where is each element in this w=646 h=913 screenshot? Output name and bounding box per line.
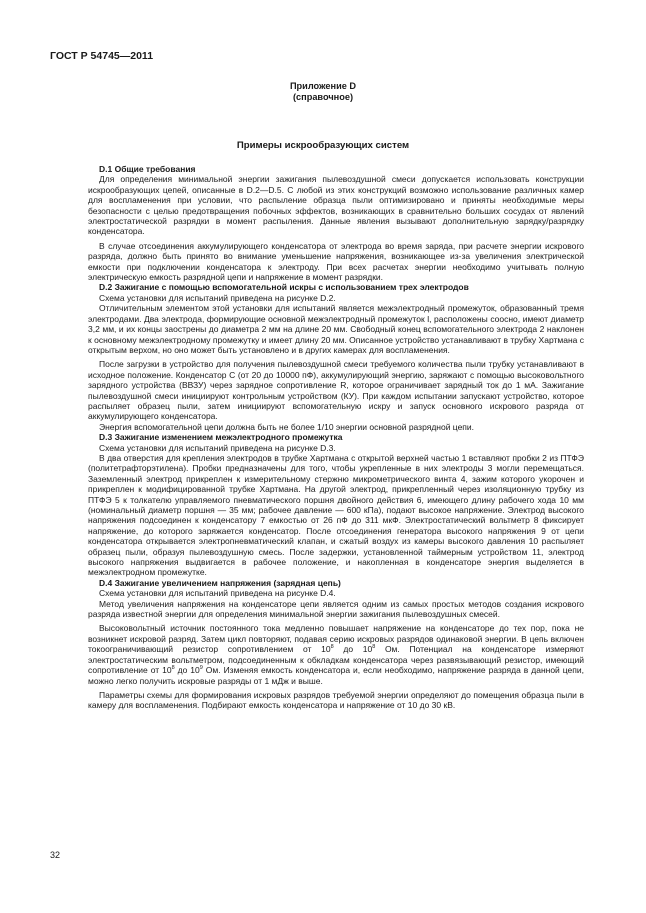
section-heading-d3: D.3 Зажигание изменением межэлектродного промежутка <box>99 432 343 443</box>
annex-label-block <box>0 81 646 103</box>
paragraph: Схема установки для испытаний приведена на рисунке D.2. <box>99 292 336 303</box>
paragraph: Схема установки для испытаний приведена на рисунке D.3. <box>99 442 336 453</box>
text-run: до 10 <box>333 644 373 655</box>
exponent: 8 <box>330 644 334 651</box>
text-run: Ом. Потенциал на конденсаторе измеряют электростатическим вольтметром, подсоединенным к обкладкам конденсатора через развязывающий резистор, имеющий сопротивление от 10 <box>88 644 585 676</box>
paragraph: Параметры схемы для формирования искровых разрядов требуемой энергии определяют до помещения образца пыли в камеру для воспламенения. Подбирают емкость конденсатора и напряжение от 10 до 30 кВ. <box>88 689 584 711</box>
paragraph: В два отверстия для крепления электродов в трубке Хартмана с открытой верхней частью 1 вставляют пробки 2 из ПТФЭ (политетрафторэтилена). Пробки предназначены для того, чтобы укрепленные в них электроды 3 могли перемещаться. Заземленный электрод прикреплен к измерительному стержню микрометрического винта 4, зажим которого укорочен и прикреплен к модифицированной трубке Хартмана. На другой электрод, прикрепленный через изоляционную трубку из ПТФЭ 5 к толкателю управляемого пневматического поршня двойного действия 6, имеющего длину рабочего хода 10 мм (номинальный диаметр поршня — 35 мм; рабочее давление — 600 кПа), подают высокое напряжение. Электрод высокого напряжения подсоединен к конденсатору 7 емкостью от 26 пФ до 311 мкФ. Электростатический вольтметр 8 фиксирует напряжение, до которого заряжается конденсатор. После отсоединения генератора высокого напряжения 9 от цепи конденсатора открывается электропневматический клапан, и сжатый воздух из камеры высокого давления 10 распыляет образец пыли, образуя пылевоздушную смесь. После задержки, установленной таймерным устройством 11, электрод высокого напряжения выдвигается в рабочее положение, и накопленная в конденсаторе энергия выделяется в межэлектродном промежутке. <box>88 452 584 578</box>
annex-label: Приложение D <box>289 81 357 91</box>
document-body <box>88 164 584 711</box>
text-run: Высоковольтный источник постоянного тока медленно повышает напряжение на конденсаторе до тех пор, пока не возникнет искровой разряд. Затем цикл повторяют, подавая серию искровых разрядов одинаковой энергии. В цепь включен токоограничивающий резистор сопротивлением от 10 <box>88 623 584 655</box>
exponent: 8 <box>171 665 175 672</box>
paragraph <box>88 623 584 685</box>
document-code: ГОСТ Р 54745—2011 <box>50 50 154 62</box>
paragraph: Схема установки для испытаний приведена на рисунке D.4. <box>99 588 336 599</box>
annex-type: (справочное) <box>292 92 353 102</box>
paragraph: В случае отсоединения аккумулирующего конденсатора от электрода во время заряда, при расчете энергии искрового разряда, должно быть принято во внимание уменьшение напряжения, возникающее из-за увеличения электрической емкости при подключении конденсатора к электроду. При всех расчетах энергии необходимо учитывать полную электрическую емкость разрядной цепи и напряжение в момент разрядки. <box>88 240 584 283</box>
text-run: Ом. Изменяя емкость конденсатора и, если необходимо, напряжение разряда в данной цепи, можно легко получить искровые разряды от 1 мДж и выше. <box>88 665 584 686</box>
section-heading-d2: D.2 Зажигание с помощью вспомогательной искры с использованием трех электродов <box>99 282 469 293</box>
exponent: 8 <box>372 644 376 651</box>
text-run: до 10 <box>174 665 200 676</box>
paragraph: После загрузки в устройство для получения пылевоздушной смеси требуемого количества пыли трубку устанавливают в исходное положение. Конденсатор С (от 20 до 10000 пФ), аккумулирующий энергию, заряжают с помощью высоковольтного зарядного устройства (ВВЗУ) через зарядное сопротивление R, которое ограничивает зарядный ток до 1 мА. Зажигание пылевоздушной смеси инициируют контрольным устройством (КУ). При каждом испытании запускают устройство, которое распыляет образец пыли, затем инициируют вспомогательную искру и запуск основного искрового разряда от аккумулирующего конденсатора. <box>88 359 584 422</box>
paragraph: Метод увеличения напряжения на конденсаторе цепи является одним из самых простых методов создания искрового разряда известной энергии для определения минимальной энергии зажигания пылевоздушных смесей. <box>88 598 584 620</box>
paragraph: Энергия вспомогательной цепи должна быть не более 1/10 энергии основной разрядной цепи. <box>99 421 475 432</box>
section-heading-d4: D.4 Зажигание увеличением напряжения (зарядная цепь) <box>99 577 341 588</box>
annex-title: Примеры искрообразующих систем <box>236 140 410 151</box>
section-heading-d1: D.1 Общие требования <box>99 164 196 174</box>
page-number: 32 <box>50 850 61 860</box>
exponent: 9 <box>199 665 203 672</box>
paragraph: Для определения минимальной энергии зажигания пылевоздушной смеси допускается использовать конструкции искрообразующих цепей, описанные в D.2—D.5. С любой из этих конструкций возможно использование различных камер для воспламенения при условии, что распыление образца пыли оптимизировано и приняты необходимые меры безопасности с целью предотвращения побочных эффектов, возникающих в сравнительно больших сосудах от явлений электростатической разрядки в момент распыления. Данные явления вызывают дополнительную зарядку/разрядку конденсатора. <box>88 174 584 237</box>
paragraph: Отличительным элементом этой установки для испытаний является межэлектродный промежуток, образованный тремя электродами. Два электрода, формирующие основной межэлектродный промежуток l, расположены соосно, имеют диаметр 3,2 мм, и их концы заострены до диаметра 2 мм на длине 20 мм. Свободный конец вспомогательного электрода 2 наклонен к основному межэлектродному промежутку и имеет длину 20 мм. Описанное устройство устанавливают в трубку Хартмана с открытым верхом, но оно может быть установлено и в других камерах для воспламенения. <box>88 303 584 355</box>
